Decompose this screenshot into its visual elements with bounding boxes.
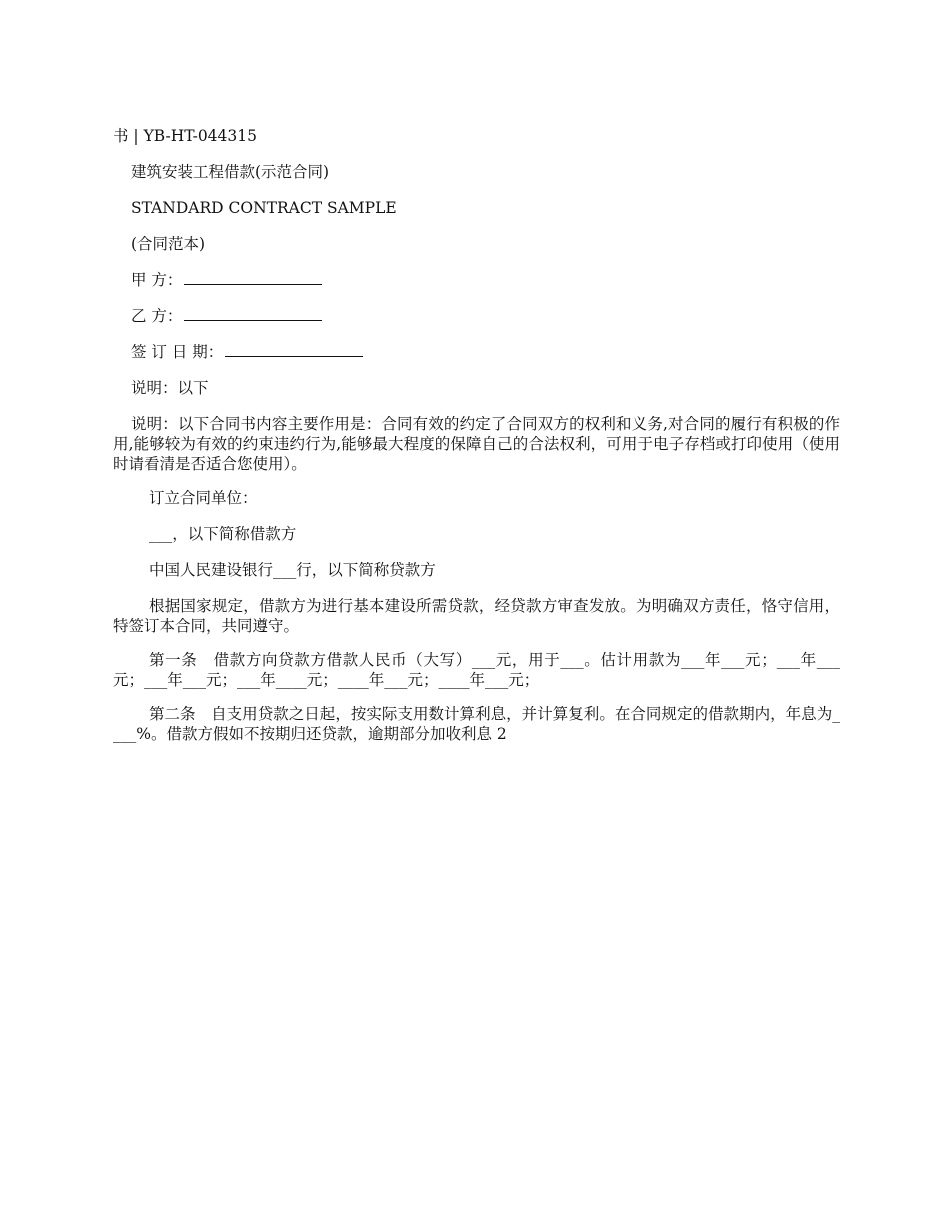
party-b-label: 乙 方：	[131, 307, 183, 325]
party-a-row	[113, 270, 840, 290]
contract-title-cn: 建筑安装工程借款(示范合同)	[131, 163, 330, 181]
note-short: 说明：以下	[131, 379, 209, 397]
lender-line: 中国人民建设银行___行，以下简称贷款方	[149, 561, 436, 579]
units-heading: 订立合同单位：	[149, 489, 258, 507]
article-1-paragraph: 第一条 借款方向贷款方借款人民币（大写）___元，用于___。估计用款为___年___元；___年___元；___年___元；___年____元；____年___元；____年___元；	[113, 651, 840, 689]
document-body	[113, 126, 840, 744]
party-a-blank	[184, 270, 322, 285]
borrower-line: ___，以下简称借款方	[149, 525, 297, 543]
contract-title-en: STANDARD CONTRACT SAMPLE	[131, 199, 397, 217]
sign-date-blank	[225, 342, 363, 357]
party-b-row	[113, 306, 840, 326]
contract-subtitle: (合同范本)	[131, 235, 206, 253]
party-a-label: 甲 方：	[131, 271, 183, 289]
article-2-paragraph: 第二条 自支用贷款之日起，按实际支用数计算利息，并计算复利。在合同规定的借款期内，年息为____%。借款方假如不按期归还贷款，逾期部分加收利息 2	[113, 705, 840, 743]
preamble-paragraph: 根据国家规定，借款方为进行基本建设所需贷款，经贷款方审查发放。为明确双方责任，恪守信用，特签订本合同，共同遵守。	[113, 597, 840, 635]
party-b-blank	[184, 306, 322, 321]
sign-date-row	[113, 342, 840, 362]
sign-date-label: 签 订 日 期：	[131, 343, 224, 361]
document-code: 书 | YB-HT-044315	[113, 127, 257, 145]
note-paragraph: 说明：以下合同书内容主要作用是：合同有效的约定了合同双方的权利和义务,对合同的履行有积极的作用,能够较为有效的约束违约行为,能够最大程度的保障自己的合法权利，可用于电子存档或打印使用（使用时请看清是否适合您使用）。	[113, 415, 840, 473]
